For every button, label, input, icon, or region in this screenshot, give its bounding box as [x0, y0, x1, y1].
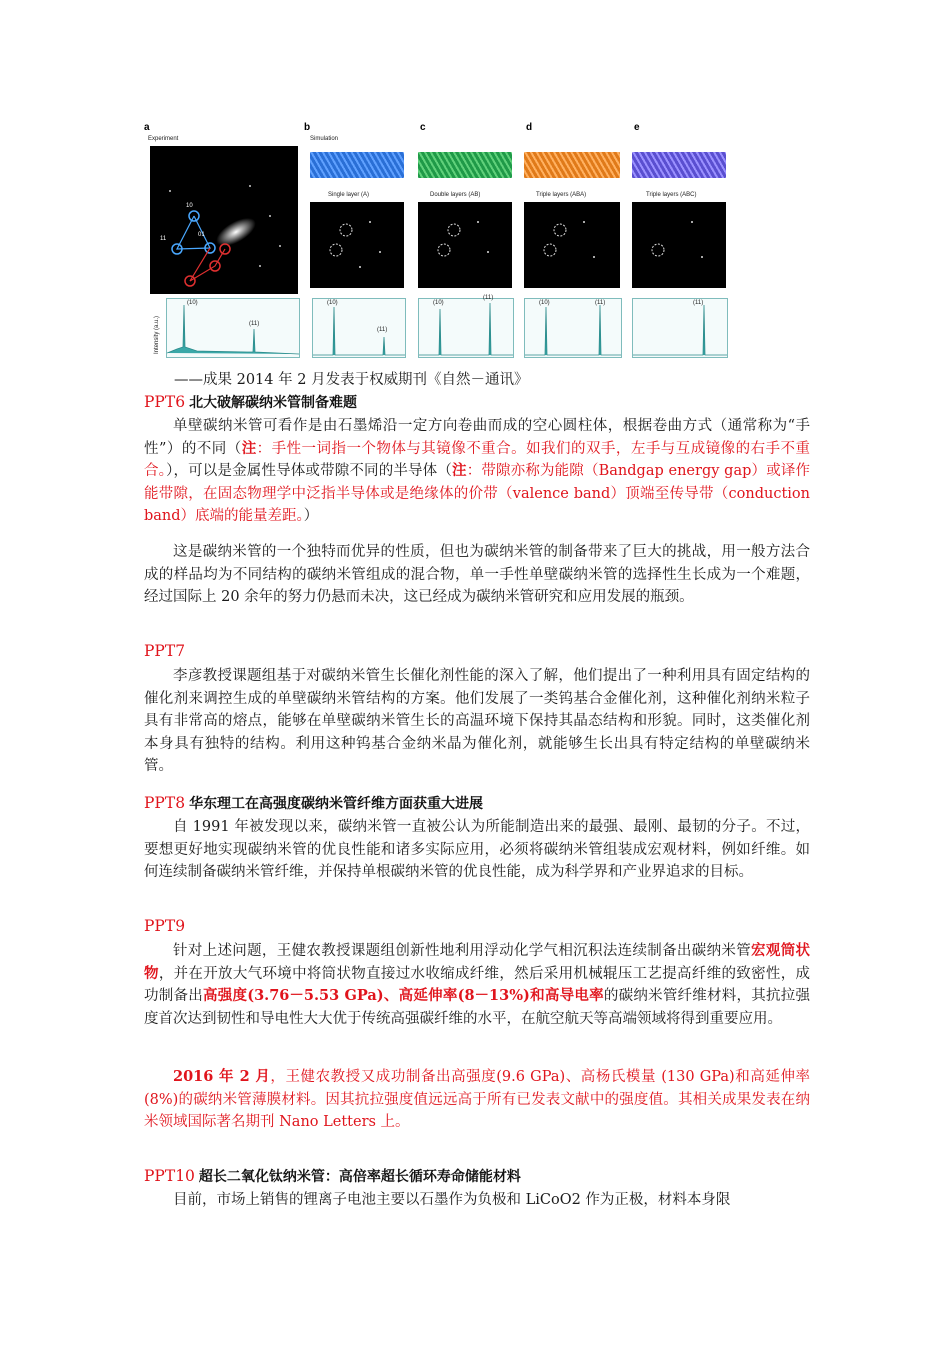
triple-layer-aba-label: Triple layers (ABA)	[536, 192, 587, 198]
ppt7-heading	[144, 642, 185, 660]
ppt6-title: 北大破解碳纳米管制备难题	[189, 394, 358, 410]
ppt10-title: 超长二氧化钛纳米管：高倍率超长循环寿命储能材料	[198, 1168, 521, 1184]
panel-b-peak-10: (10)	[327, 300, 338, 306]
triple-layer-abc-label: Triple layers (ABC)	[646, 192, 697, 198]
panel-e-letter: e	[634, 122, 640, 133]
ppt9-heading	[144, 917, 185, 935]
ppt6-note-2-text: ：带隙亦称为能隙（Bandgap energy gap）或译作能带隙，在固态物理学中泛指半导体或是绝缘体的价带（valence band）顶端至传导带（conduction band）底端的能量差距。	[144, 463, 811, 525]
panel-b-title: Simulation	[310, 136, 339, 142]
figure-caption: ——成果 2014 年 2 月发表于权威期刊《自然－通讯》	[174, 372, 529, 388]
peak-10-label: (10)	[187, 300, 198, 306]
panel-c-peak-10: (10)	[433, 300, 444, 306]
panel-c-intensity-plot	[418, 295, 514, 358]
ppt8-heading	[144, 793, 483, 813]
panel-d-intensity-plot	[524, 298, 622, 358]
ppt9-label: PPT9	[144, 917, 186, 935]
ppt6-note-1-marker: 注	[241, 439, 257, 457]
ppt10-label: PPT10	[144, 1167, 195, 1185]
panel-a-y-label: Intensity (a.u.)	[154, 315, 160, 354]
ppt6-p1-text-g: ）	[303, 508, 319, 525]
ppt10-paragraph-1: 目前，市场上销售的锂离子电池主要以石墨作为负极和 LiCoO2 作为正极，材料本身限	[173, 1192, 731, 1208]
label-01: 01	[198, 232, 205, 238]
ppt7-paragraph-1: 李彦教授课题组基于对碳纳米管生长催化剂性能的深入了解，他们提出了一种利用具有固定结构的催化剂来调控生成的单壁碳纳米管结构的方案。他们发展了一类钨基合金催化剂，这种催化剂纳米粒子具有非常高的熔点，能够在单壁碳纳米管生长的高温环境下保持其晶态结构和形貌。同时，这类催化剂本身具有独特的结构。利用这种钨基合金纳米晶为催化剂，就能够生长出具有特定结构的单壁碳纳米管。	[144, 668, 810, 775]
double-layer-pattern	[418, 202, 512, 288]
ppt9-p1-text-e: 的碳纳米管纤维材料，其抗拉强度首次达到韧性和导电性大大优于传统高强碳纤维的水平，在航空航天等高端领域将得到重要应用。	[144, 988, 811, 1027]
experiment-pattern-svg	[150, 146, 298, 294]
ppt6-label: PPT6	[144, 393, 186, 411]
ppt7-label: PPT7	[144, 642, 186, 660]
triple-layer-abc-lattice	[632, 152, 726, 178]
double-layer-label: Double layers (AB)	[430, 192, 481, 198]
ppt9-p2-text: ，王健农教授又成功制备出高强度(9.6 GPa)、高杨氏模量 (130 GPa)和高延伸率(8%)的碳纳米管薄膜材料。因其抗拉强度值远远高于所有已发表文献中的强度值。其相关成果发表在纳米领域国际著名期刊 Nano Letters 上。	[144, 1069, 810, 1131]
ppt6-note-2-marker: 注	[452, 462, 467, 480]
single-layer-label: Single layer (A)	[328, 192, 370, 198]
panel-a-intensity-plot	[166, 298, 300, 358]
panel-b-peak-11: (11)	[377, 327, 388, 333]
ppt6-paragraph-1	[144, 415, 810, 528]
ppt10-heading	[144, 1166, 521, 1186]
ppt9-p1-text-a: 针对上述问题，王健农教授课题组创新性地利用浮动化学气相沉积法连续制备出碳纳米管	[173, 943, 752, 959]
triple-layer-aba-lattice	[524, 152, 620, 178]
single-layer-lattice	[310, 152, 404, 178]
experiment-diffraction-pattern	[150, 146, 298, 294]
panel-a-letter: a	[144, 122, 150, 133]
panel-d-peak-11: (11)	[595, 300, 606, 306]
ppt9-date-highlight: 2016 年 2 月	[173, 1068, 271, 1085]
diffraction-figure	[144, 122, 726, 358]
ppt6-note-1-text: ：手性一词指一个物体与其镜像不重合。如我们的双手，左手与互成镜像的右手不重合。	[144, 440, 810, 480]
panel-b-intensity-plot	[312, 298, 406, 358]
ppt9-highlight-tube: 宏观筒状物	[144, 942, 811, 982]
panel-d-peak-10: (10)	[539, 300, 550, 306]
ppt9-highlight-properties: 高强度(3.76－5.53 GPa)、高延伸率(8－13%)和高导电率	[202, 987, 604, 1005]
panel-b-letter: b	[304, 122, 311, 133]
ppt8-title: 华东理工在高强度碳纳米管纤维方面获重大进展	[189, 795, 484, 811]
label-11: 11	[160, 236, 167, 242]
label-10: 10	[186, 203, 193, 209]
panel-e-peak-11: (11)	[693, 300, 704, 306]
panel-c-letter: c	[420, 122, 426, 133]
ppt6-p1-text-d: ），可以是金属性导体或带隙不同的半导体（	[166, 463, 453, 480]
ppt6-p1-text-a: 单壁碳纳米管可看作是由石墨烯沿一定方向卷曲而成的空心圆柱体，根据卷曲方式（通常称为“手性”）的不同（	[144, 418, 810, 457]
ppt6-paragraph-2: 这是碳纳米管的一个独特而优异的性质，但也为碳纳米管的制备带来了巨大的挑战，用一般方法合成的样品均为不同结构的碳纳米管组成的混合物，单一手性单壁碳纳米管的选择性生长成为一个难题，经过国际上 20 余年的努力仍悬而未决，这已经成为碳纳米管研究和应用发展的瓶颈。	[144, 544, 810, 606]
ppt8-label: PPT8	[144, 794, 186, 812]
single-layer-pattern	[310, 202, 404, 288]
triple-layer-abc-pattern	[632, 202, 726, 288]
ppt6-heading	[144, 392, 357, 412]
ppt9-p1-text-c: ，并在开放大气环境中将筒状物直接过水收缩成纤维，然后采用机械辊压工艺提高纤维的致密性，成功制备出	[144, 965, 811, 1005]
ppt9-paragraph-2	[144, 1066, 810, 1134]
panel-d-letter: d	[526, 122, 533, 133]
ppt8-paragraph-1: 自 1991 年被发现以来，碳纳米管一直被公认为所能制造出来的最强、最刚、最韧的分子。不过，要想更好地实现碳纳米管的优良性能和诸多实际应用，必须将碳纳米管组装成宏观材料，例如纤维。如何连续制备碳纳米管纤维，并保持单根碳纳米管的优良性能，成为科学界和产业界追求的目标。	[144, 819, 810, 881]
ppt9-paragraph-1	[144, 940, 810, 1030]
peak-11-label: (11)	[249, 321, 260, 327]
triple-layer-aba-pattern	[524, 202, 620, 288]
panel-c-peak-11: (11)	[483, 295, 494, 301]
panel-a-title: Experiment	[148, 136, 179, 142]
panel-e-intensity-plot	[632, 298, 728, 358]
double-layer-lattice	[418, 152, 512, 178]
